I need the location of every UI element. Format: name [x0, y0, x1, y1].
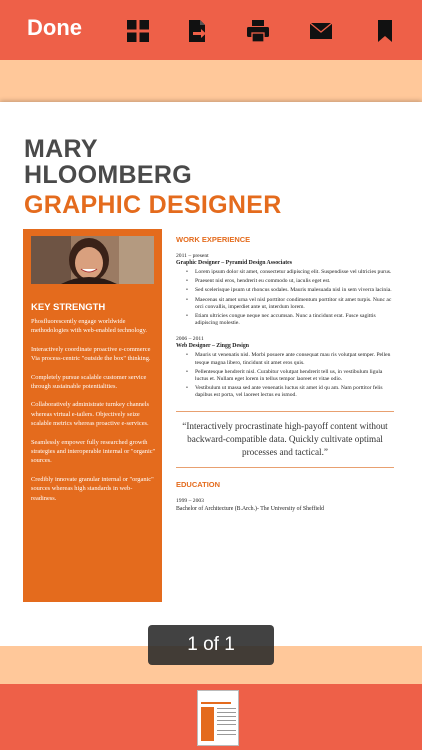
job-bullets: [184, 352, 394, 399]
thumbnail-line: [217, 708, 236, 709]
key-strength-title: KEY STRENGTH: [31, 302, 106, 313]
job-dates: 2011 – present: [176, 253, 209, 259]
education-degree: Bachelor of Architecture (B.Arch.)- The University of Sheffield: [176, 505, 325, 512]
job-bullet: • Mauris ut venenatis nisl. Morbi posuere ante consequat mau ris volutpat semper. Pellen tesque magna libero, tincidunt sit amet eros quis.: [184, 352, 394, 366]
job-bullet: • Etiam ultricies congue neque nec accumsan. Nunc a tincidunt erat. Fusce sagittis adipiscing molestie.: [184, 313, 394, 327]
thumbnail-line: [217, 712, 236, 713]
resume-role: GRAPHIC DESIGNER: [24, 191, 282, 219]
key-strength-item: Interactively coordinate proactive e-commerce Via process-centric "outside the box" thinking.: [31, 345, 151, 363]
job-bullet: • Vestibulum ut massa sed ante venenatis luctus sit amet id qu am. Nam porttitor felis dapibus est porta, vel laoreet lectus eu ismod.: [184, 385, 394, 399]
page-counter: 1 of 1: [148, 625, 274, 665]
thumbnail-line: [217, 716, 236, 717]
pull-quote: “Interactively procrastinate high-payoff content without backward-compatible data. Quickly cultivate optimal processes and tactical.”: [176, 411, 394, 468]
background-margin-top: [0, 60, 422, 102]
name-line-first: MARY: [24, 135, 98, 163]
grid-icon[interactable]: [126, 19, 150, 43]
job-title: Graphic Designer – Pyramid Design Associates: [176, 260, 292, 266]
resume-name: [24, 136, 192, 188]
thumbnail-column-mark: [201, 707, 214, 741]
mail-icon[interactable]: [309, 19, 333, 43]
job-bullet: • Maecenas sit amet urna vel nisl porttitor condimentum porttitor sit amet turpis. Nunc ac orci convallis, imperdiet ante ut, interdum lorem.: [184, 297, 394, 311]
thumbnail-line: [217, 720, 236, 721]
top-toolbar: [0, 0, 422, 60]
education-dates: 1999 – 2003: [176, 497, 204, 504]
job-bullet: • Pellentesque hendrerit nisl. Curabitur volutpat hendrerit tell us, in vestibulum ligula luctus et. Nullam eget lorem in tellus tempor laoreet et vitae odio.: [184, 369, 394, 383]
resume-page[interactable]: [0, 102, 422, 646]
name-line-last: HLOOMBERG: [24, 161, 192, 189]
key-strength-item: Completely pursue scalable customer service through sustainable potentialities.: [31, 373, 147, 391]
thumbnail-line: [217, 734, 236, 735]
bookmark-icon[interactable]: [373, 19, 397, 43]
page-thumbnail[interactable]: [197, 690, 239, 746]
key-strength-list: [31, 317, 157, 512]
export-icon[interactable]: [186, 19, 210, 43]
key-strength-item: Credibly innovate granular internal or "organic" sources whereas high standards in web-readiness.: [31, 475, 154, 502]
key-strength-column: [23, 229, 162, 602]
thumbnail-role-mark: [201, 702, 231, 704]
job-bullet: • Lorem ipsum dolor sit amet, consectetur adipiscing elit. Suspendisse vel ultricies purus.: [184, 269, 394, 276]
education-title: EDUCATION: [176, 479, 221, 489]
thumbnail-line: [217, 730, 236, 731]
thumbnail-line: [217, 724, 236, 725]
job-bullets: [184, 269, 394, 327]
experience-column: [176, 235, 394, 512]
print-icon[interactable]: [246, 19, 270, 43]
job-bullet: • Sed scelerisque ipsum ut rhoncus sodales. Mauris malesuada nisl in sem viverra lacinia.: [184, 287, 394, 294]
key-strength-item: Phosfluorescently engage worldwide methodologies with web-enabled technology.: [31, 318, 148, 335]
job-title: Web Designer – Zingg Design: [176, 343, 250, 350]
job-dates: 2006 – 2011: [176, 336, 204, 343]
key-strength-item: Collaboratively administrate turnkey channels whereas virtual e-tailers. Objectively seize scalable metrics whereas proactive e-services.: [31, 401, 150, 428]
key-strength-item: Seamlessly empower fully researched growth strategies and interoperable internal or "organic" sources.: [31, 438, 156, 465]
work-experience-title: WORK EXPERIENCE: [176, 235, 251, 244]
profile-photo: [31, 236, 154, 284]
done-button[interactable]: Done: [27, 15, 82, 40]
job-bullet: • Praesent nisl eros, hendrerit eu commodo ut, iaculis eget est.: [184, 278, 394, 285]
